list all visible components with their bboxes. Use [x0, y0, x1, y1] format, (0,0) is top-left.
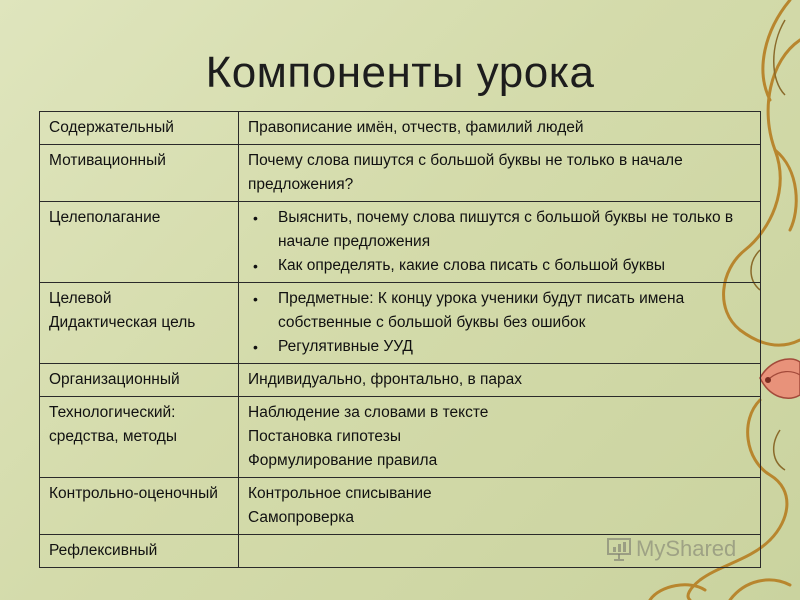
row-label-text: Содержательный — [49, 119, 174, 136]
flower-icon — [760, 359, 800, 398]
row-label-text: Мотивационный — [49, 152, 166, 169]
row-label-text: Дидактическая цель — [49, 314, 196, 331]
row-content — [239, 283, 761, 364]
content-line: Индивидуально, фронтально, в парах — [248, 371, 523, 388]
table-row — [40, 112, 761, 145]
watermark — [606, 536, 736, 562]
table-row — [40, 478, 761, 535]
table-row — [40, 364, 761, 397]
content-line: Наблюдение за словами в тексте — [248, 404, 489, 421]
table-row — [40, 283, 761, 364]
content-line: Формулирование правила — [248, 452, 438, 469]
row-label-text: Целеполагание — [49, 209, 161, 226]
row-label — [40, 364, 239, 397]
content-line: Самопроверка — [248, 509, 354, 526]
bullet-item: • Как определять, какие слова писать с большой буквы — [278, 254, 752, 278]
row-label — [40, 145, 239, 202]
row-label — [40, 112, 239, 145]
row-label-text: Рефлексивный — [49, 542, 158, 559]
watermark-text: MyShared — [636, 536, 737, 561]
bullet-item: • Предметные: К концу урока ученики будут писать имена собственные с большой буквы без ошибок — [278, 287, 752, 335]
bullet-list — [248, 206, 752, 278]
bullet-list — [248, 287, 752, 359]
row-content — [239, 397, 761, 478]
bullet-item: • Регулятивные УУД — [278, 335, 752, 359]
row-content — [239, 364, 761, 397]
row-content — [239, 112, 761, 145]
row-label-text: Контрольно-оценочный — [49, 485, 218, 502]
row-content — [239, 145, 761, 202]
content-line: Контрольное списывание — [248, 485, 432, 502]
row-label — [40, 535, 239, 568]
page-title: Компоненты урока — [205, 48, 595, 97]
row-content — [239, 202, 761, 283]
row-label — [40, 478, 239, 535]
content-line: Постановка гипотезы — [248, 428, 401, 445]
content-line: Почему слова пишутся с большой буквы не только в начале предложения? — [248, 152, 683, 193]
table-row — [40, 397, 761, 478]
table-row — [40, 145, 761, 202]
table-row — [40, 202, 761, 283]
row-content — [239, 478, 761, 535]
row-label-text: Организационный — [49, 371, 180, 388]
row-label-text: Целевой — [49, 290, 112, 307]
bullet-item: • Выяснить, почему слова пишутся с большой буквы не только в начале предложения — [278, 206, 752, 254]
row-label-text: Технологический: средства, методы — [49, 404, 177, 445]
content-line: Правописание имён, отчеств, фамилий людей — [248, 119, 584, 136]
row-label — [40, 397, 239, 478]
row-label — [40, 283, 239, 364]
presentation-icon — [606, 537, 632, 561]
row-label — [40, 202, 239, 283]
lesson-components-table — [39, 111, 761, 568]
